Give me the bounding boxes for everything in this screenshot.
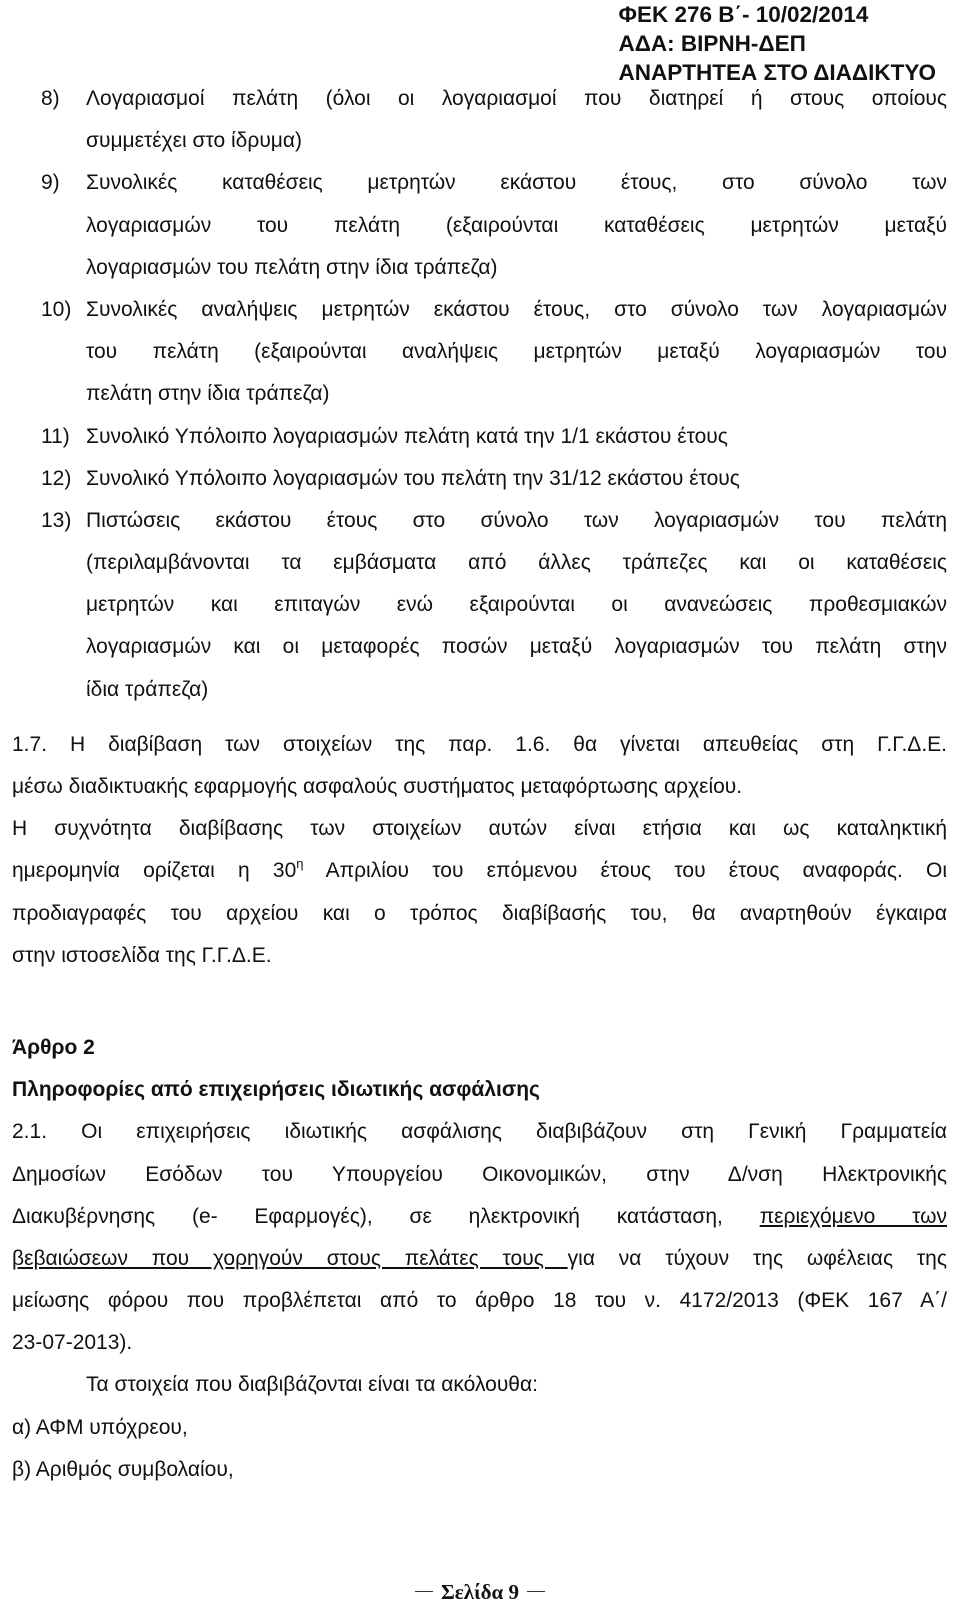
item-number: 13) bbox=[41, 508, 72, 532]
paragraph-line: Η συχνότητα διαβίβασης των στοιχείων αυτών είναι ετήσια και ως καταληκτική bbox=[12, 817, 947, 841]
paragraph-line: Δημοσίων Εσόδων του Υπουργείου Οικονομικών, στην Δ/νση Ηλεκτρονικής bbox=[12, 1162, 947, 1186]
paragraph-line: 23-07-2013). bbox=[12, 1331, 133, 1355]
list-item bbox=[12, 78, 947, 120]
paragraph-line: 2.1. Οι επιχειρήσεις ιδιωτικής ασφάλισης διαβιβάζουν στη Γενική Γραμματεία bbox=[12, 1120, 947, 1144]
underlined-text: βεβαιώσεων που χορηγούν στους πελάτες τους bbox=[12, 1246, 568, 1270]
item-number: 9) bbox=[41, 171, 60, 195]
stamp-ada-line: ΑΔΑ: ΒΙΡΝΗ-ΔΕΠ bbox=[618, 31, 806, 56]
page-footer bbox=[0, 1578, 960, 1608]
item-text: πελάτη στην ίδια τράπεζα) bbox=[86, 382, 330, 406]
superscript: η bbox=[296, 856, 304, 872]
item-text: Συνολικό Υπόλοιπο λογαριασμών του πελάτη την 31/12 εκάστου έτους bbox=[86, 466, 740, 490]
item-text: Πιστώσεις εκάστου έτους στο σύνολο των λογαριασμών του πελάτη bbox=[86, 508, 947, 532]
item-text: (περιλαμβάνονται τα εμβάσματα από άλλες τράπεζες και οι καταθέσεις bbox=[86, 551, 947, 575]
paragraph-line: 1.7. Η διαβίβαση των στοιχείων της παρ. 1.6. θα γίνεται απευθείας στη Γ.Γ.Δ.Ε. bbox=[12, 732, 947, 756]
list-item bbox=[12, 289, 947, 331]
list-item bbox=[12, 458, 947, 500]
article-subheading: Πληροφορίες από επιχειρήσεις ιδιωτικής ασφάλισης bbox=[12, 1078, 540, 1102]
paragraph-line: βεβαιώσεων που χορηγούν στους πελάτες τους για να τύχουν της ωφέλειας της bbox=[12, 1246, 947, 1270]
item-text: λογαριασμών του πελάτη (εξαιρούνται καταθέσεις μετρητών μεταξύ bbox=[86, 213, 947, 237]
paragraph-line: Τα στοιχεία που διαβιβάζονται είναι τα ακόλουθα: bbox=[86, 1373, 538, 1397]
publication-stamp bbox=[619, 0, 937, 87]
paragraph-line: Διακυβέρνησης (e- Εφαρμογές), σε ηλεκτρονική κατάσταση, περιεχόμενο των bbox=[12, 1204, 947, 1228]
page-number: Σελίδα 9 bbox=[433, 1580, 527, 1604]
list-item bbox=[12, 162, 947, 204]
paragraph-line: προδιαγραφές του αρχείου και ο τρόπος διαβίβασής του, θα αναρτηθούν έγκαιρα bbox=[12, 901, 947, 925]
item-text: ίδια τράπεζα) bbox=[86, 677, 209, 701]
item-number: 8) bbox=[41, 87, 60, 110]
item-number: 11) bbox=[41, 424, 70, 448]
paragraph-1-7 bbox=[12, 724, 947, 766]
stamp-publish-line: ΑΝΑΡΤΗΤΕΑ ΣΤΟ ΔΙΑΔΙΚΤΥΟ bbox=[618, 60, 936, 85]
item-text: Λογαριασμοί πελάτη (όλοι οι λογαριασμοί που διατηρεί ή στους οποίους bbox=[86, 87, 947, 110]
stamp-gazette-line: ΦΕΚ 276 Β΄- 10/02/2014 bbox=[618, 2, 869, 27]
item-text: Συνολικό Υπόλοιπο λογαριασμών πελάτη κατά την 1/1 εκάστου έτους bbox=[86, 424, 728, 448]
paragraph-line: στην ιστοσελίδα της Γ.Γ.Δ.Ε. bbox=[12, 943, 272, 967]
list-item: β) Αριθμός συμβολαίου, bbox=[12, 1457, 234, 1481]
list-item: α) ΑΦΜ υπόχρεου, bbox=[12, 1415, 188, 1439]
paragraph-line: μέσω διαδικτυακής εφαρμογής ασφαλούς συστήματος μεταφόρτωσης αρχείου. bbox=[12, 775, 743, 798]
item-text: λογαριασμών του πελάτη στην ίδια τράπεζα) bbox=[86, 255, 498, 279]
item-text: Συνολικές αναλήψεις μετρητών εκάστου έτους, στο σύνολο των λογαριασμών bbox=[86, 297, 947, 321]
underlined-text: περιεχόμενο των bbox=[759, 1204, 947, 1228]
paragraph-line: ημερομηνία ορίζεται η $30^\eta$ Απριλίου του επόμενου έτους του έτους αναφοράς. Οι bbox=[12, 856, 948, 883]
item-number: 10) bbox=[41, 297, 72, 321]
item-text: λογαριασμών και οι μεταφορές ποσών μεταξύ λογαριασμών του πελάτη στην bbox=[86, 635, 947, 659]
item-number: 12) bbox=[41, 466, 72, 490]
item-text: του πελάτη (εξαιρούνται αναλήψεις μετρητών μεταξύ λογαριασμών του bbox=[86, 340, 947, 364]
item-text: συμμετέχει στο ίδρυμα) bbox=[86, 129, 303, 153]
article-heading: Άρθρο 2 bbox=[12, 1035, 95, 1059]
item-text: μετρητών και επιταγών ενώ εξαιρούνται οι ανανεώσεις προθεσμιακών bbox=[86, 593, 947, 617]
document-body bbox=[12, 78, 947, 1491]
paragraph-line: μείωσης φόρου που προβλέπεται από το άρθρο 18 του ν. 4172/2013 (ΦΕΚ 167 Α΄/ bbox=[12, 1289, 947, 1313]
list-item bbox=[12, 416, 947, 458]
list-item bbox=[12, 500, 947, 542]
item-text: Συνολικές καταθέσεις μετρητών εκάστου έτους, στο σύνολο των bbox=[86, 171, 947, 195]
